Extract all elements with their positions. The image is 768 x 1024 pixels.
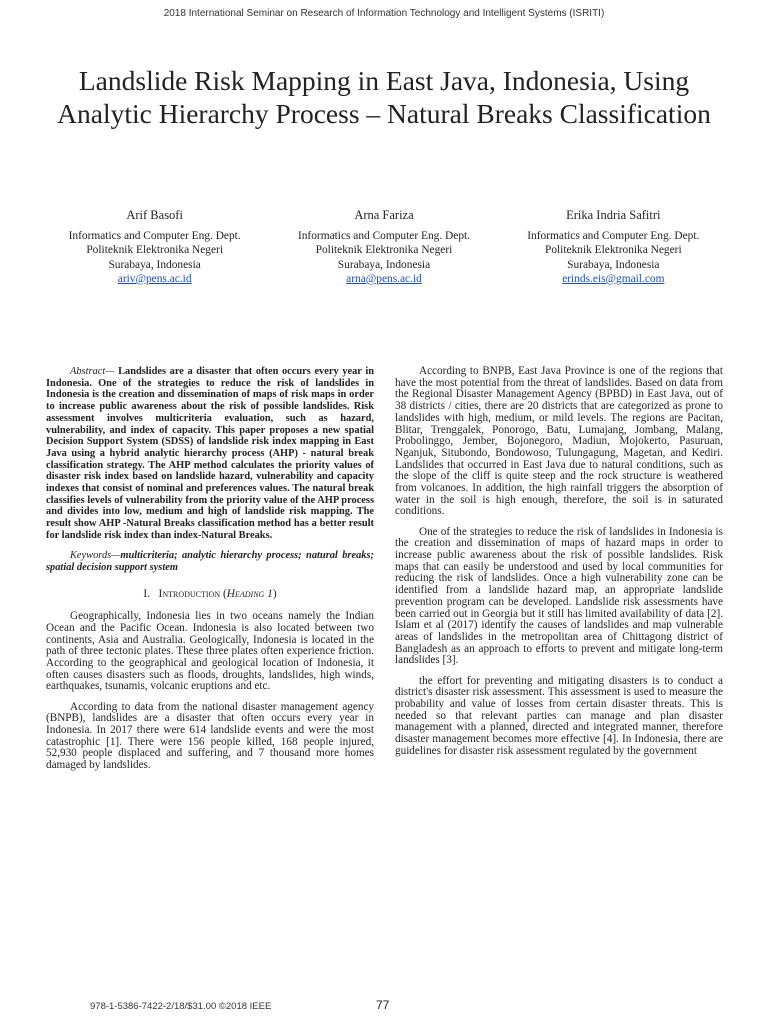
- author-dept: Informatics and Computer Eng. Dept.: [527, 230, 700, 243]
- author-institution: Politeknik Elektronika Negeri: [315, 244, 453, 257]
- author-3: [499, 208, 728, 286]
- abstract-text: Landslides are a disaster that often occurs every year in Indonesia. One of the strategies to reduce the risk of landslides in Indonesia is the creation and dissemination of maps of risk maps in order to increase public awareness about the risk of possible landslides. Risk assessment involves multicriteria evaluation, such as hazard, vulnerability, and index of capacity. This paper proposes a new spatial Decision Support System (SDSS) of landslide risk index mapping in East Java using a hybrid analytic hierarchy process (AHP) - natural break classification strategy. The AHP method calculates the priority values of disaster risk index based on landslide hazard, vulnerability and capacity indexes that consist of nominal and preferences values. The natural break classifies levels of vulnerability from the priority value of the AHP process and divides into low, medium and high of landslide risk mapping. The result show AHP -Natural Breaks classification method has a better result for landslide risk index than index-Natural Breaks.: [46, 366, 374, 541]
- author-name: Arna Fariza: [354, 208, 414, 222]
- author-institution: Politeknik Elektronika Negeri: [544, 244, 682, 257]
- section-number: I.: [143, 588, 150, 601]
- author-name: Erika Indria Safitri: [566, 208, 661, 222]
- author-1: [40, 208, 269, 286]
- right-column: [395, 366, 723, 766]
- author-block: [40, 208, 728, 286]
- author-email-link[interactable]: arna@pens.ac.id: [346, 272, 422, 285]
- author-dept: Informatics and Computer Eng. Dept.: [297, 230, 471, 243]
- author-institution: Politeknik Elektronika Negeri: [86, 244, 223, 257]
- body-paragraph: One of the strategies to reduce the risk of landslides in Indonesia is the creation and dissemination of maps of hazard maps in order to increase public awareness about the risk of possible landslides. Risk maps that can easily be understood and used by local communities for reducing the risk of landslides. Once a high vulnerability zone can be identified from a landslide hazard map, an appropriate landslide prevention program can be developed. Landslide risk assessments have been carried out in Georgia but it still has limited availability of data [2]. Islam et al (2017) identify the causes of landslides and map vulnerable areas of landslides in the metropolitan area of Chittagong district of Bangladesh as an approach to efforts to prevent and mitigate long-term landslides [3].: [395, 525, 723, 667]
- left-column: [46, 366, 374, 780]
- author-city: Surabaya, Indonesia: [337, 258, 431, 271]
- keywords: [46, 550, 374, 573]
- author-dept: Informatics and Computer Eng. Dept.: [68, 230, 241, 243]
- author-city: Surabaya, Indonesia: [108, 258, 201, 271]
- author-name: Arif Basofi: [126, 208, 183, 222]
- section-hint: Heading 1: [226, 588, 273, 601]
- footer-isbn: 978-1-5386-7422-2/18/$31.00 ©2018 IEEE: [90, 1001, 272, 1012]
- body-paragraph: According to BNPB, East Java Province is one of the regions that have the most potential from the threat of landslides. Based on data from the Regional Disaster Management Agency (BPBD) in East Java, out of 38 districts / cities, there are 20 districts that are categorized as prone to landslides with high, medium, or mild levels. The regions are Pacitan, Blitar, Trenggalek, Ponorogo, Batu, Lumajang, Jombang, Malang, Probolinggo, Jember, Bojonegoro, Madiun, Mojokerto, Pasuruan, Nganjuk, Situbondo, Bondowoso, Tulungagung, Magetan, and Kediri. Landslides that occurred in East Java due to natural conditions, such as the slope of the cliff is quite steep and the rock structure is weathered from volcanoes. In addition, the high rainfall triggers the absorption of water in the soil is high enough, therefore, the soil is in saturated conditions.: [395, 365, 723, 518]
- keywords-lead: Keywords—: [70, 550, 121, 562]
- author-email-link[interactable]: erinds.eis@gmail.com: [562, 272, 665, 285]
- abstract: [46, 366, 374, 542]
- keywords-text: multicriteria; analytic hierarchy process; natural breaks; spatial decision support system: [46, 550, 374, 573]
- body-paragraph: the effort for preventing and mitigating disasters is to conduct a district's disaster risk assessment. This assessment is used to measure the probability and value of losses from certain disaster threats. This is needed so that relevant parties can manage and plan disaster management with a planned, directed and integrated manner, therefore disaster management becomes more effective [4]. In Indonesia, there are guidelines for disaster risk assessment regulated by the government: [395, 674, 723, 757]
- section-title: Introduction: [158, 588, 221, 601]
- page-number: 77: [376, 998, 390, 1012]
- section-heading: I. Introduction (Heading 1): [143, 588, 277, 601]
- author-city: Surabaya, Indonesia: [567, 258, 660, 271]
- abstract-lead: Abstract—: [70, 366, 115, 377]
- conference-header: 2018 International Seminar on Research of Information Technology and Intelligent Systems (ISRITI): [163, 8, 605, 19]
- author-2: [269, 208, 498, 286]
- author-email-link[interactable]: ariv@pens.ac.id: [117, 272, 192, 285]
- body-paragraph: Geographically, Indonesia lies in two oceans namely the Indian Ocean and the Pacific Ocean. Indonesia is also located between two continents, Asia and Australia. Geologically, Indonesia is located in the path of three tectonic plates. These three plates often experience friction. According to the geographical and geological location of Indonesia, it often causes disasters such as floods, droughts, landslides, high winds, earthquakes, tsunamis, volcanic eruptions and etc.: [46, 610, 374, 693]
- paper-title: Landslide Risk Mapping in East Java, Indonesia, Using Analytic Hierarchy Process – Natural Breaks Classification: [57, 65, 711, 129]
- body-paragraph: According to data from the national disaster management agency (BNPB), landslides are a disaster that often occurs every year in Indonesia. In 2017 there were 614 landslide events and were the most catastrophic [1]. There were 156 people killed, 168 people injured, 52,930 people displaced and suffering, and 7 thousand more homes damaged by landslides.: [46, 700, 374, 772]
